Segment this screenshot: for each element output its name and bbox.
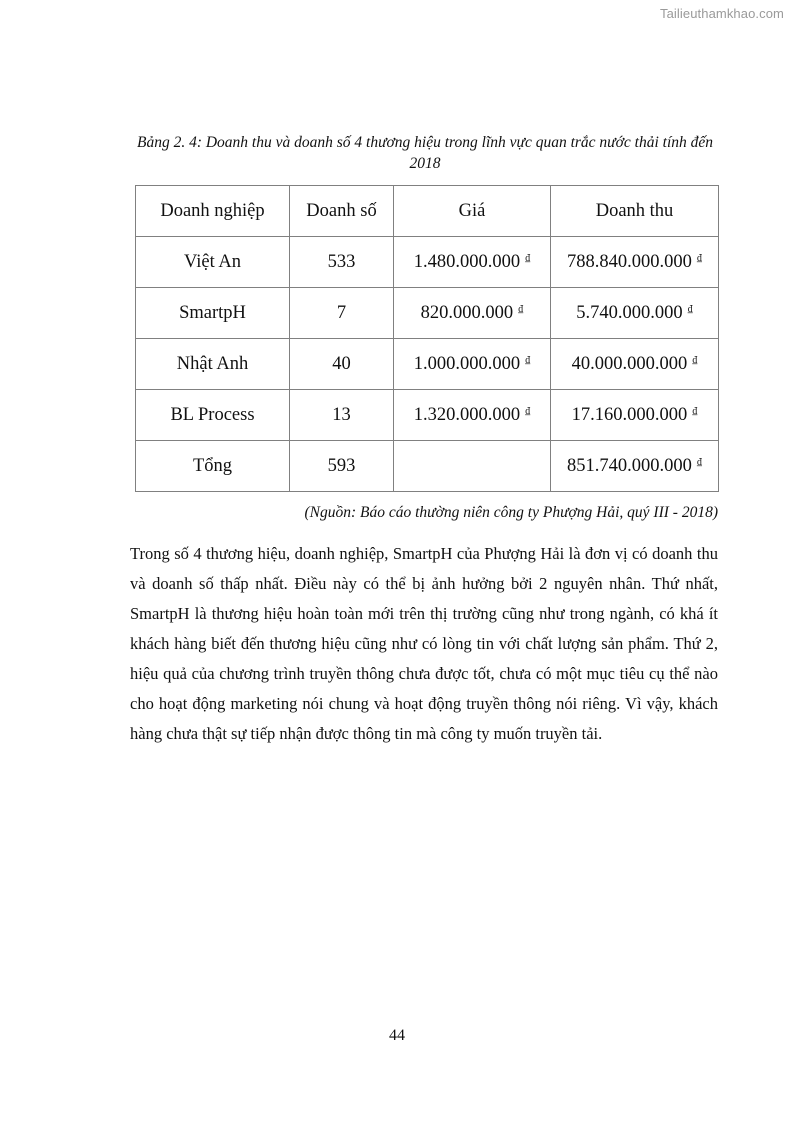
body-paragraph: Trong số 4 thương hiệu, doanh nghiệp, SmartpH của Phượng Hải là đơn vị có doanh thu và doanh số thấp nhất. Điều này có thể bị ảnh hưởng bởi 2 nguyên nhân. Thứ nhất, SmartpH là thương hiệu hoàn toàn mới trên thị trường cũng như trong ngành, có khá ít khách hàng biết đến thương hiệu cũng như có lòng tin với chất lượng sản phẩm. Thứ 2, hiệu quả của chương trình truyền thông chưa được tốt, chưa có một mục tiêu cụ thể nào cho hoạt động marketing nói chung và hoạt động truyền thông nói riêng. Vì vậy, khách hàng chưa thật sự tiếp nhận được thông tin mà công ty muốn truyền tải. xyxy=(130,544,718,743)
header-price: Giá xyxy=(394,186,551,237)
table-row xyxy=(136,339,719,390)
sales-cell: 13 xyxy=(290,390,394,441)
watermark-text: Tailieuthamkhao.com xyxy=(659,6,784,21)
dong-currency-icon: ₫ xyxy=(696,456,702,468)
dong-currency-icon: ₫ xyxy=(518,303,524,315)
table-header-row xyxy=(136,186,719,237)
price-value: 820.000.000 xyxy=(420,302,514,323)
sales-cell: 40 xyxy=(290,339,394,390)
table-row xyxy=(136,390,719,441)
price-cell xyxy=(394,237,551,288)
table-row xyxy=(136,288,719,339)
dong-currency-icon: ₫ xyxy=(525,354,531,366)
header-revenue: Doanh thu xyxy=(551,186,719,237)
company-cell: Nhật Anh xyxy=(136,339,290,390)
total-revenue-value: 851.740.000.000 xyxy=(566,455,692,476)
price-cell xyxy=(394,339,551,390)
dong-currency-icon: ₫ xyxy=(692,354,698,366)
sales-cell: 7 xyxy=(290,288,394,339)
total-revenue-cell xyxy=(551,441,719,492)
sales-cell: 533 xyxy=(290,237,394,288)
company-cell: SmartpH xyxy=(136,288,290,339)
revenue-table xyxy=(135,185,719,492)
dong-currency-icon: ₫ xyxy=(687,303,693,315)
table-caption: Bảng 2. 4: Doanh thu và doanh số 4 thương hiệu trong lĩnh vực quan trắc nước thải tính đến 2018 xyxy=(136,134,714,172)
dong-currency-icon: ₫ xyxy=(525,252,531,264)
price-cell xyxy=(394,288,551,339)
revenue-cell xyxy=(551,390,719,441)
header-company: Doanh nghiệp xyxy=(136,186,290,237)
revenue-value: 17.160.000.000 xyxy=(571,404,688,425)
revenue-value: 40.000.000.000 xyxy=(571,353,688,374)
company-cell: BL Process xyxy=(136,390,290,441)
total-sales-cell: 593 xyxy=(290,441,394,492)
table-source-note: (Nguồn: Báo cáo thường niên công ty Phượng Hải, quý III - 2018) xyxy=(304,504,718,521)
total-label-cell: Tổng xyxy=(136,441,290,492)
revenue-cell xyxy=(551,237,719,288)
revenue-value: 5.740.000.000 xyxy=(576,302,683,323)
price-value: 1.000.000.000 xyxy=(413,353,521,374)
table-total-row xyxy=(136,441,719,492)
dong-currency-icon: ₫ xyxy=(525,405,531,417)
total-price-cell xyxy=(394,441,551,492)
price-cell xyxy=(394,390,551,441)
page-number: 44 xyxy=(389,1027,405,1044)
revenue-cell xyxy=(551,339,719,390)
price-value: 1.480.000.000 xyxy=(413,251,521,272)
dong-currency-icon: ₫ xyxy=(692,405,698,417)
revenue-value: 788.840.000.000 xyxy=(566,251,692,272)
revenue-cell xyxy=(551,288,719,339)
dong-currency-icon: ₫ xyxy=(696,252,702,264)
price-value: 1.320.000.000 xyxy=(413,404,521,425)
header-sales: Doanh số xyxy=(290,186,394,237)
table-row xyxy=(136,237,719,288)
company-cell: Việt An xyxy=(136,237,290,288)
